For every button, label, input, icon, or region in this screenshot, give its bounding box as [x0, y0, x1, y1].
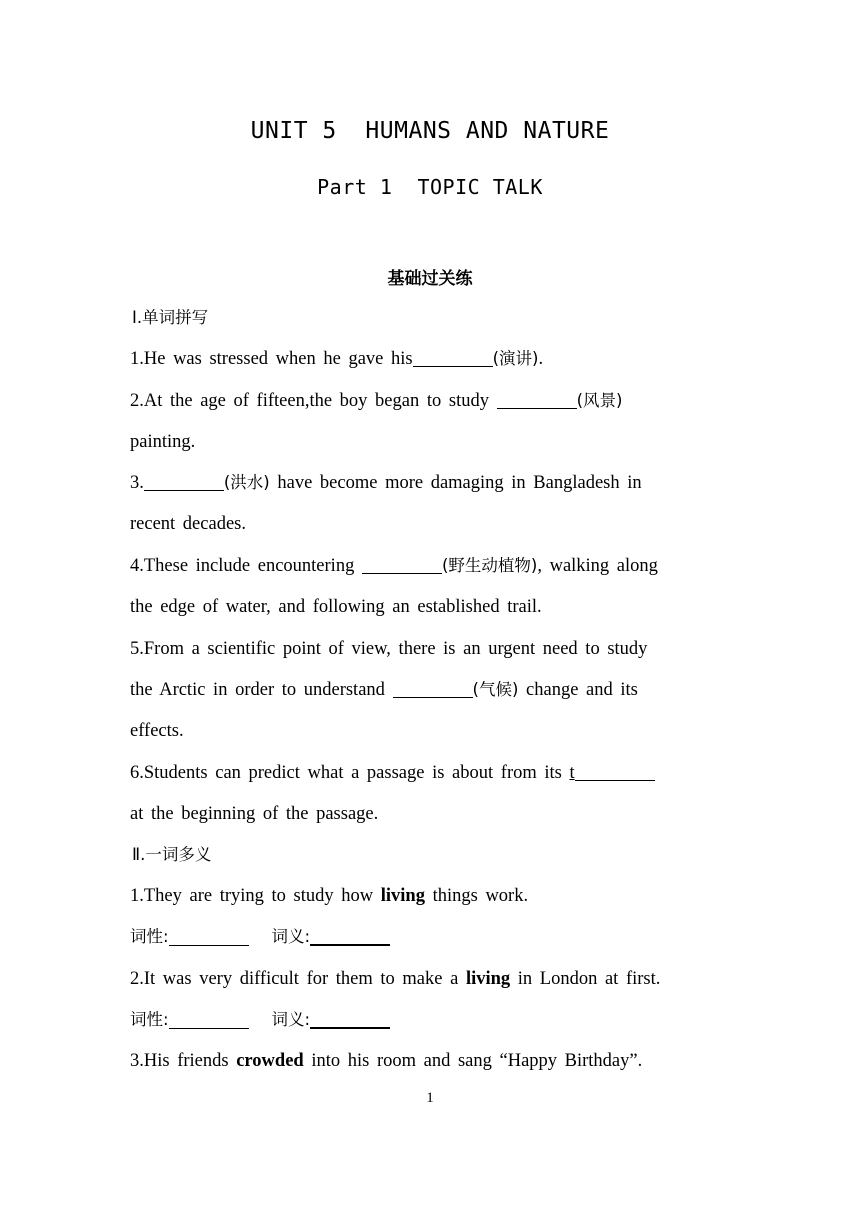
q5-text: the Arctic in order to understand: [130, 680, 393, 700]
part1-q6: [130, 759, 655, 787]
p2q2-keyword: living: [465, 969, 511, 989]
p2q1-meaning-blank[interactable]: [310, 926, 390, 946]
p2q3-text-end: into his room and sang “Happy Birthday”.: [303, 1051, 643, 1071]
q1-hint: (演讲): [492, 349, 539, 368]
q3-continuation: recent decades.: [130, 514, 246, 534]
p2q3-text: 3.His friends: [130, 1051, 237, 1071]
part1-q2: [130, 387, 622, 415]
q5-text-end: change and its: [518, 680, 638, 700]
q1-answer-blank[interactable]: [413, 348, 493, 367]
p2q3-keyword: crowded: [236, 1051, 304, 1071]
q5-answer-blank[interactable]: [393, 679, 473, 698]
p2q1-keyword: living: [380, 886, 425, 906]
q2-continuation: painting.: [130, 432, 196, 452]
p2q2-text: 2.It was very difficult for them to make a: [130, 969, 466, 989]
q6-text: 6.Students can predict what a passage is about from its: [130, 763, 570, 783]
q6-continuation: at the beginning of the passage.: [130, 804, 379, 824]
q3-text: have become more damaging in Bangladesh in: [269, 473, 642, 493]
q1-text: 1.He was stressed when he gave his: [130, 349, 413, 369]
part1-q4: [130, 552, 658, 580]
p2q1-pos-label: 词性:: [130, 927, 169, 946]
part2-q3: [130, 1047, 642, 1075]
p2q1-text: 1.They are trying to study how: [130, 886, 381, 906]
p2q2-meaning-blank[interactable]: [310, 1009, 390, 1029]
p2q1-meaning-label: 词义:: [271, 927, 310, 946]
p2q2-meaning-label: 词义:: [271, 1010, 310, 1029]
unit-title: UNIT 5 HUMANS AND NATURE: [250, 118, 610, 144]
q5-continuation: effects.: [130, 721, 184, 741]
p2q2-pos-blank[interactable]: [169, 1010, 249, 1029]
part2-heading: Ⅱ.一词多义: [132, 845, 212, 864]
part1-q1: [130, 345, 543, 373]
part-title: Part 1 TOPIC TALK: [317, 175, 543, 199]
p2q1-answers: [130, 923, 390, 951]
q6-answer-blank[interactable]: [575, 762, 655, 781]
section-heading: 基础过关练: [387, 269, 473, 289]
q4-continuation: the edge of water, and following an established trail.: [130, 597, 542, 617]
q3-number: 3.: [130, 473, 144, 493]
p2q2-text-end: in London at first.: [510, 969, 661, 989]
part2-q2: [130, 965, 660, 993]
q2-text: 2.At the age of fifteen,the boy began to study: [130, 391, 497, 411]
part1-q5-line1: 5.From a scientific point of view, there is an urgent need to study: [130, 639, 648, 659]
page-number: 1: [426, 1090, 434, 1106]
q4-answer-blank[interactable]: [362, 555, 442, 574]
p2q1-pos-blank[interactable]: [169, 927, 249, 946]
part1-q3: [130, 469, 642, 497]
q2-hint: (风景): [576, 391, 623, 410]
q4-text: 4.These include encountering: [130, 556, 362, 576]
part1-heading: Ⅰ.单词拼写: [132, 308, 209, 327]
p2q1-text-end: things work.: [424, 886, 529, 906]
q3-answer-blank[interactable]: [144, 472, 224, 491]
q5-hint: (气候): [472, 680, 519, 699]
p2q2-answers: [130, 1006, 390, 1034]
q1-end: .: [538, 349, 544, 369]
q2-answer-blank[interactable]: [497, 390, 577, 409]
q6-first-letter: t: [569, 763, 575, 783]
p2q2-pos-label: 词性:: [130, 1010, 169, 1029]
q4-text-end: , walking along: [537, 556, 658, 576]
q4-hint: (野生动植物): [441, 556, 538, 575]
part2-q1: [130, 882, 528, 910]
q3-hint: (洪水): [223, 473, 270, 492]
part1-q5-line2: [130, 676, 638, 704]
